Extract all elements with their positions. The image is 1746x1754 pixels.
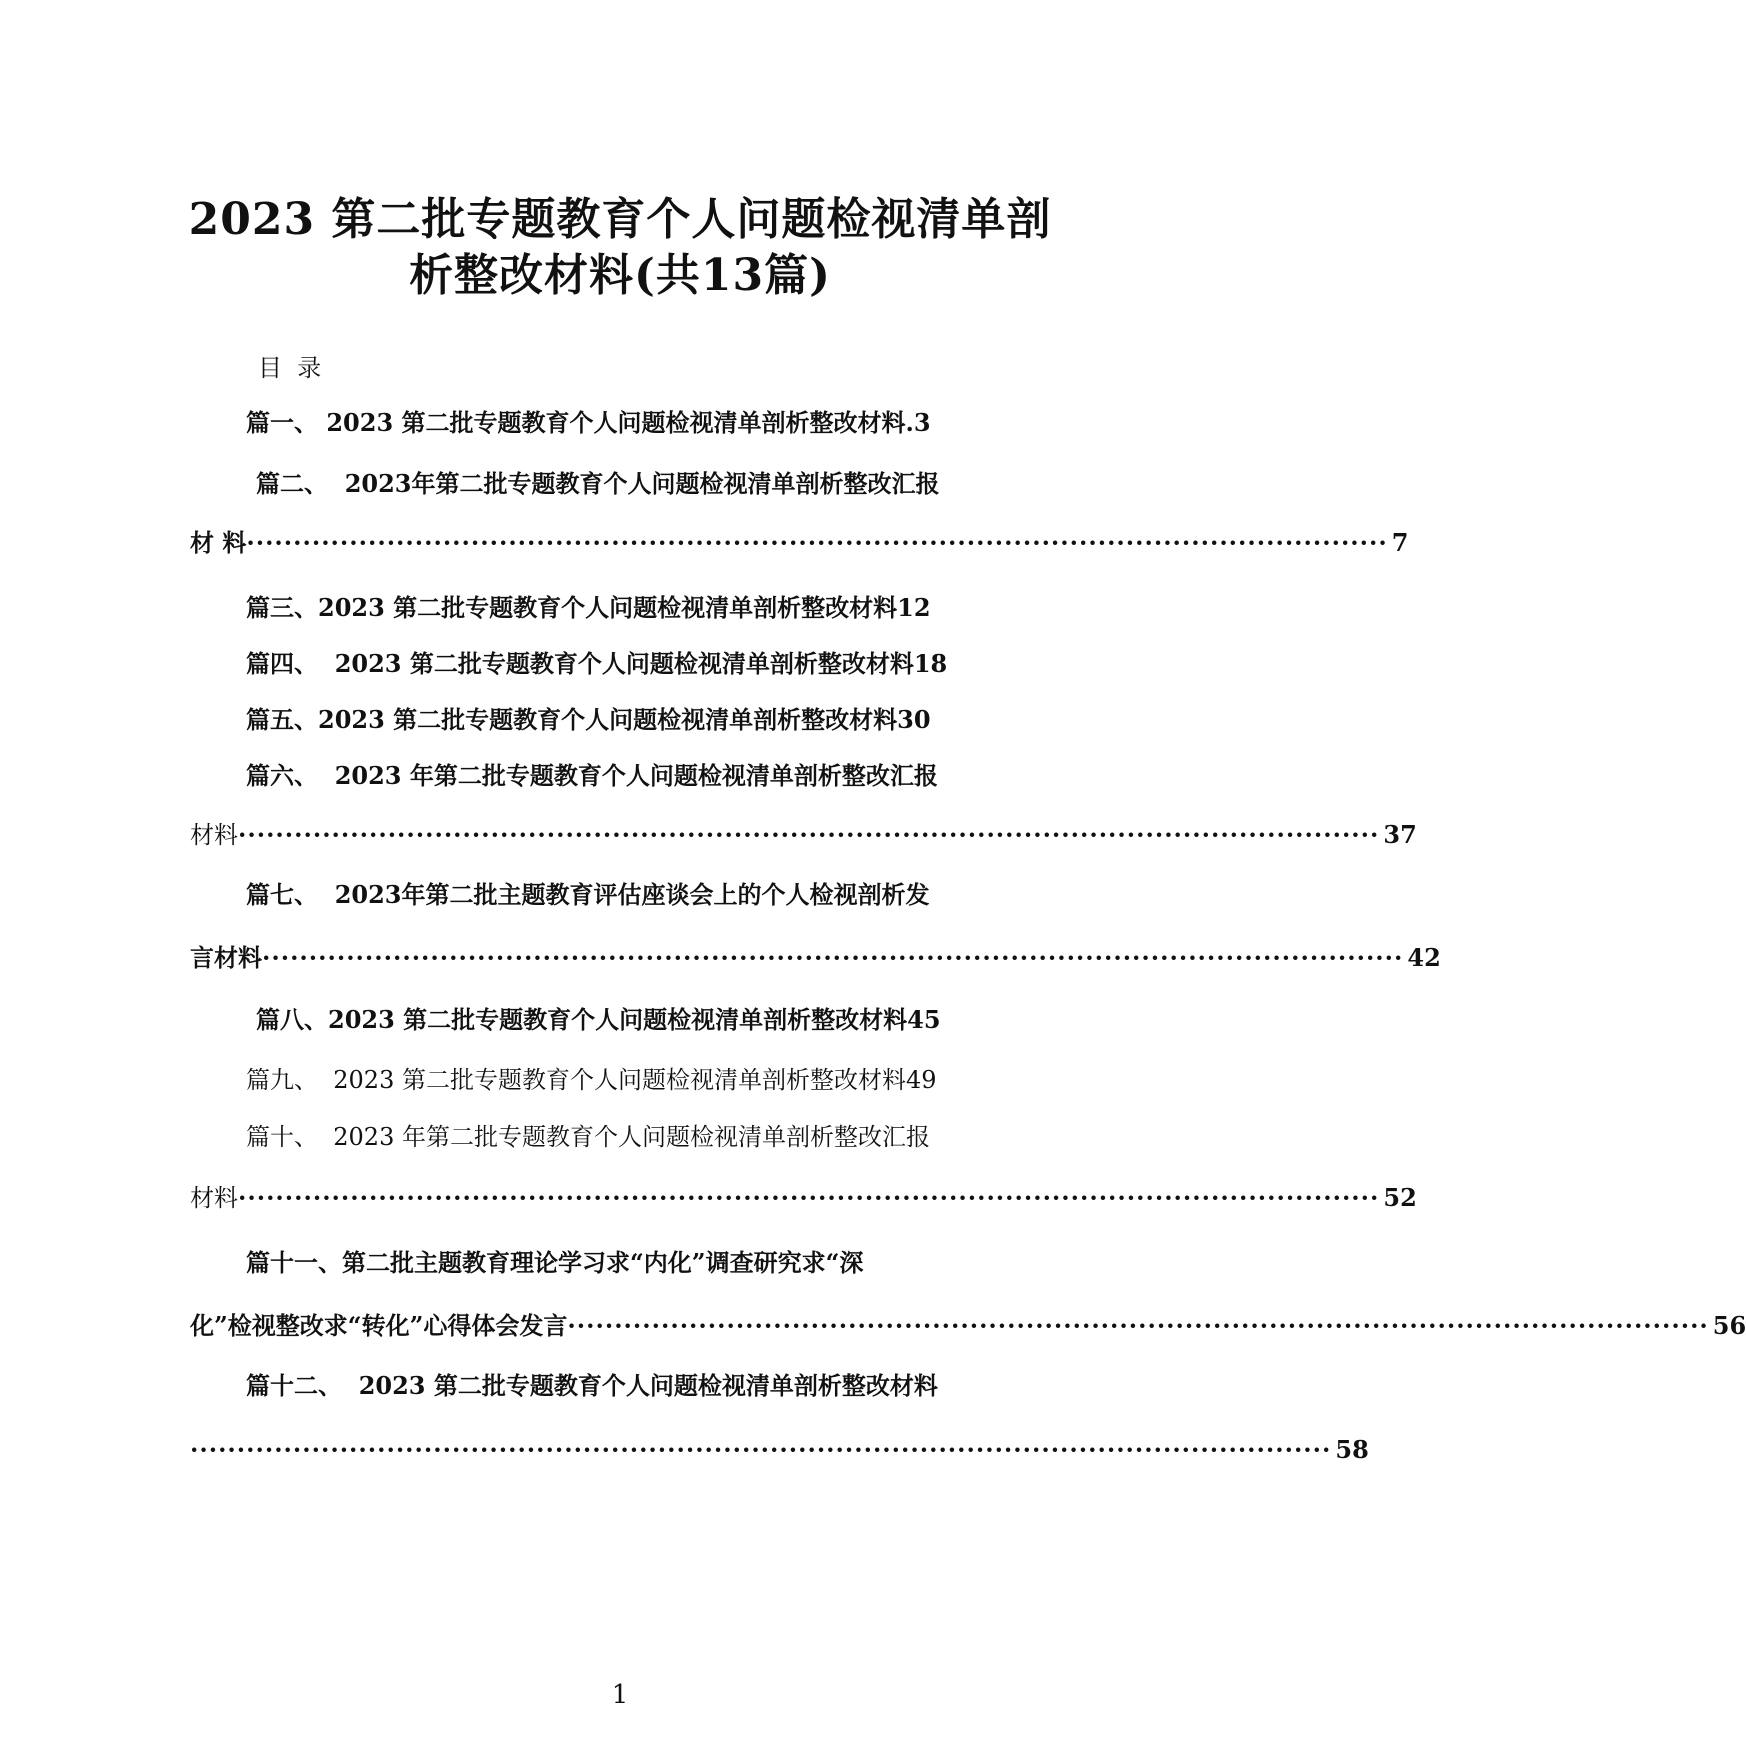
- toc-leader-dots: ··························································································································: [238, 820, 1380, 849]
- toc-entry-5[interactable]: 篇五、2023 第二批专题教育个人问题检视清单剖析整改材料30: [246, 705, 931, 734]
- toc-entry-text: 材料: [190, 1184, 238, 1212]
- page-number: 1: [611, 1680, 629, 1710]
- toc-page-number: 7: [1391, 528, 1409, 557]
- toc-entry-6[interactable]: 篇六、 2023 年第二批专题教育个人问题检视清单剖析整改汇报: [246, 761, 938, 790]
- toc-entry-9[interactable]: 篇九、 2023 第二批专题教育个人问题检视清单剖析整改材料49: [246, 1066, 937, 1094]
- toc-entry-6-continued[interactable]: [190, 817, 1417, 853]
- toc-leader-dots: ··························································································································: [262, 943, 1404, 972]
- toc-page-number: 56: [1712, 1311, 1746, 1340]
- toc-page-number: 52: [1383, 1183, 1417, 1212]
- document-title-line-2: 析整改材料(共13篇): [409, 250, 831, 301]
- toc-entry-2[interactable]: 篇二、 2023年第二批专题教育个人问题检视清单剖析整改汇报: [256, 469, 940, 498]
- toc-entry-1[interactable]: 篇一、 2023 第二批专题教育个人问题检视清单剖析整改材料.3: [246, 408, 931, 437]
- document-title-line-1: 2023 第二批专题教育个人问题检视清单剖: [188, 194, 1052, 245]
- toc-entry-4[interactable]: 篇四、 2023 第二批专题教育个人问题检视清单剖析整改材料18: [246, 649, 948, 678]
- toc-entry-10[interactable]: 篇十、 2023 年第二批专题教育个人问题检视清单剖析整改汇报: [246, 1123, 930, 1151]
- toc-entry-text: 材料: [190, 821, 238, 849]
- toc-page-number: 58: [1335, 1435, 1369, 1464]
- toc-entry-11-continued[interactable]: [190, 1308, 1746, 1344]
- toc-leader-dots: ··························································································································: [246, 528, 1388, 557]
- toc-entry-12-continued[interactable]: [190, 1432, 1369, 1468]
- toc-leader-dots: ··························································································································: [238, 1183, 1380, 1212]
- toc-entry-text: 化”检视整改求“转化”心得体会发言: [190, 1311, 568, 1340]
- toc-page-number: 42: [1407, 943, 1441, 972]
- toc-entry-text: 言材料: [190, 943, 262, 972]
- toc-leader-dots: ··························································································································: [190, 1435, 1332, 1464]
- toc-entry-2-continued[interactable]: [190, 525, 1409, 561]
- toc-entry-11[interactable]: 篇十一、第二批主题教育理论学习求“内化”调查研究求“深: [246, 1248, 864, 1277]
- toc-heading: 目 录: [258, 354, 322, 382]
- toc-entry-3[interactable]: 篇三、2023 第二批专题教育个人问题检视清单剖析整改材料12: [246, 593, 931, 622]
- toc-entry-8[interactable]: 篇八、2023 第二批专题教育个人问题检视清单剖析整改材料45: [256, 1005, 941, 1034]
- toc-leader-dots: ··························································································································: [567, 1311, 1709, 1340]
- toc-entry-text: 材 料: [190, 528, 247, 557]
- toc-entry-7[interactable]: 篇七、 2023年第二批主题教育评估座谈会上的个人检视剖析发: [246, 880, 930, 909]
- toc-entry-7-continued[interactable]: [190, 940, 1441, 976]
- toc-entry-12[interactable]: 篇十二、 2023 第二批专题教育个人问题检视清单剖析整改材料: [246, 1371, 938, 1400]
- toc-page-number: 37: [1383, 820, 1417, 849]
- toc-entry-10-continued[interactable]: [190, 1180, 1417, 1216]
